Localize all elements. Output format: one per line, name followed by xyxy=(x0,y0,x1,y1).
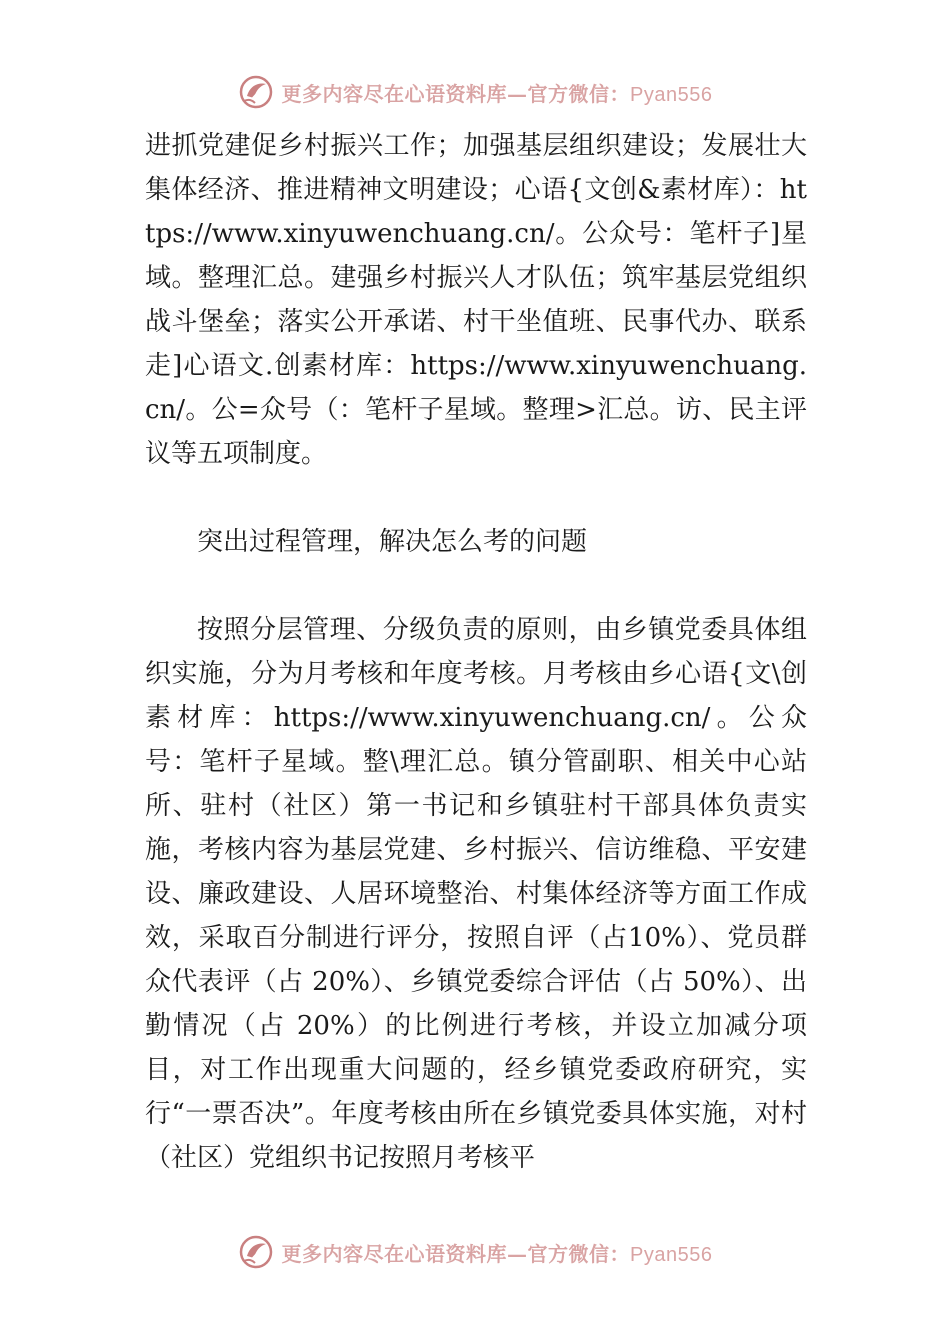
footer-banner xyxy=(0,1232,950,1272)
brand-logo-icon xyxy=(238,1234,274,1270)
section-heading: 突出过程管理，解决怎么考的问题 xyxy=(197,527,588,557)
wechat-id: Pyan556 xyxy=(630,1243,713,1266)
header-banner xyxy=(0,72,950,112)
banner-text: 更多内容尽在心语资料库—官方微信：Pyan556 xyxy=(281,81,713,106)
paragraph-2: 按照分层管理、分级负责的原则，由乡镇党委具体组织实施，分为月考核和年度考核。月考核由乡心语{文\创素材库：https://www.xinyuwenchuang.cn/。公众号：笔杆子星域。整\理汇总。镇分管副职、相关中心站所、驻村（社区）第一书记和乡镇驻村干部具体负责实施，考核内容为基层党建、乡村振兴、信访维稳、平安建设、廉政建设、人居环境整治、村集体经济等方面工作成效，采取百分制进行评分，按照自评（占10%）、党员群众代表评（占 20%）、乡镇党委综合评估（占 50%）、出勤情况（占 20%）的比例进行考核，并设立加减分项目，对工作出现重大问题的，经乡镇党委政府研究，实行“一票否决”。年度考核由所在乡镇党委具体实施，对村（社区）党组织书记按照月考核平 xyxy=(145,615,807,1173)
brand-logo-icon xyxy=(238,74,274,110)
paragraph-1: 进抓党建促乡村振兴工作；加强基层组织建设；发展壮大集体经济、推进精神文明建设；心语{文创&素材库）：https://www.xinyuwenchuang.cn/。公众号：笔杆子]星域。整理汇总。建强乡村振兴人才队伍；筑牢基层党组织战斗堡垒；落实公开承诺、村干坐值班、民事代办、联系走]心语文.创素材库：https://www.xinyuwenchuang.cn/。公=众号（：笔杆子星域。整理>汇总。访、民主评议等五项制度。 xyxy=(145,131,807,469)
banner-text: 更多内容尽在心语资料库—官方微信：Pyan556 xyxy=(281,1241,713,1266)
document-body xyxy=(145,124,807,1180)
wechat-id: Pyan556 xyxy=(630,83,713,106)
